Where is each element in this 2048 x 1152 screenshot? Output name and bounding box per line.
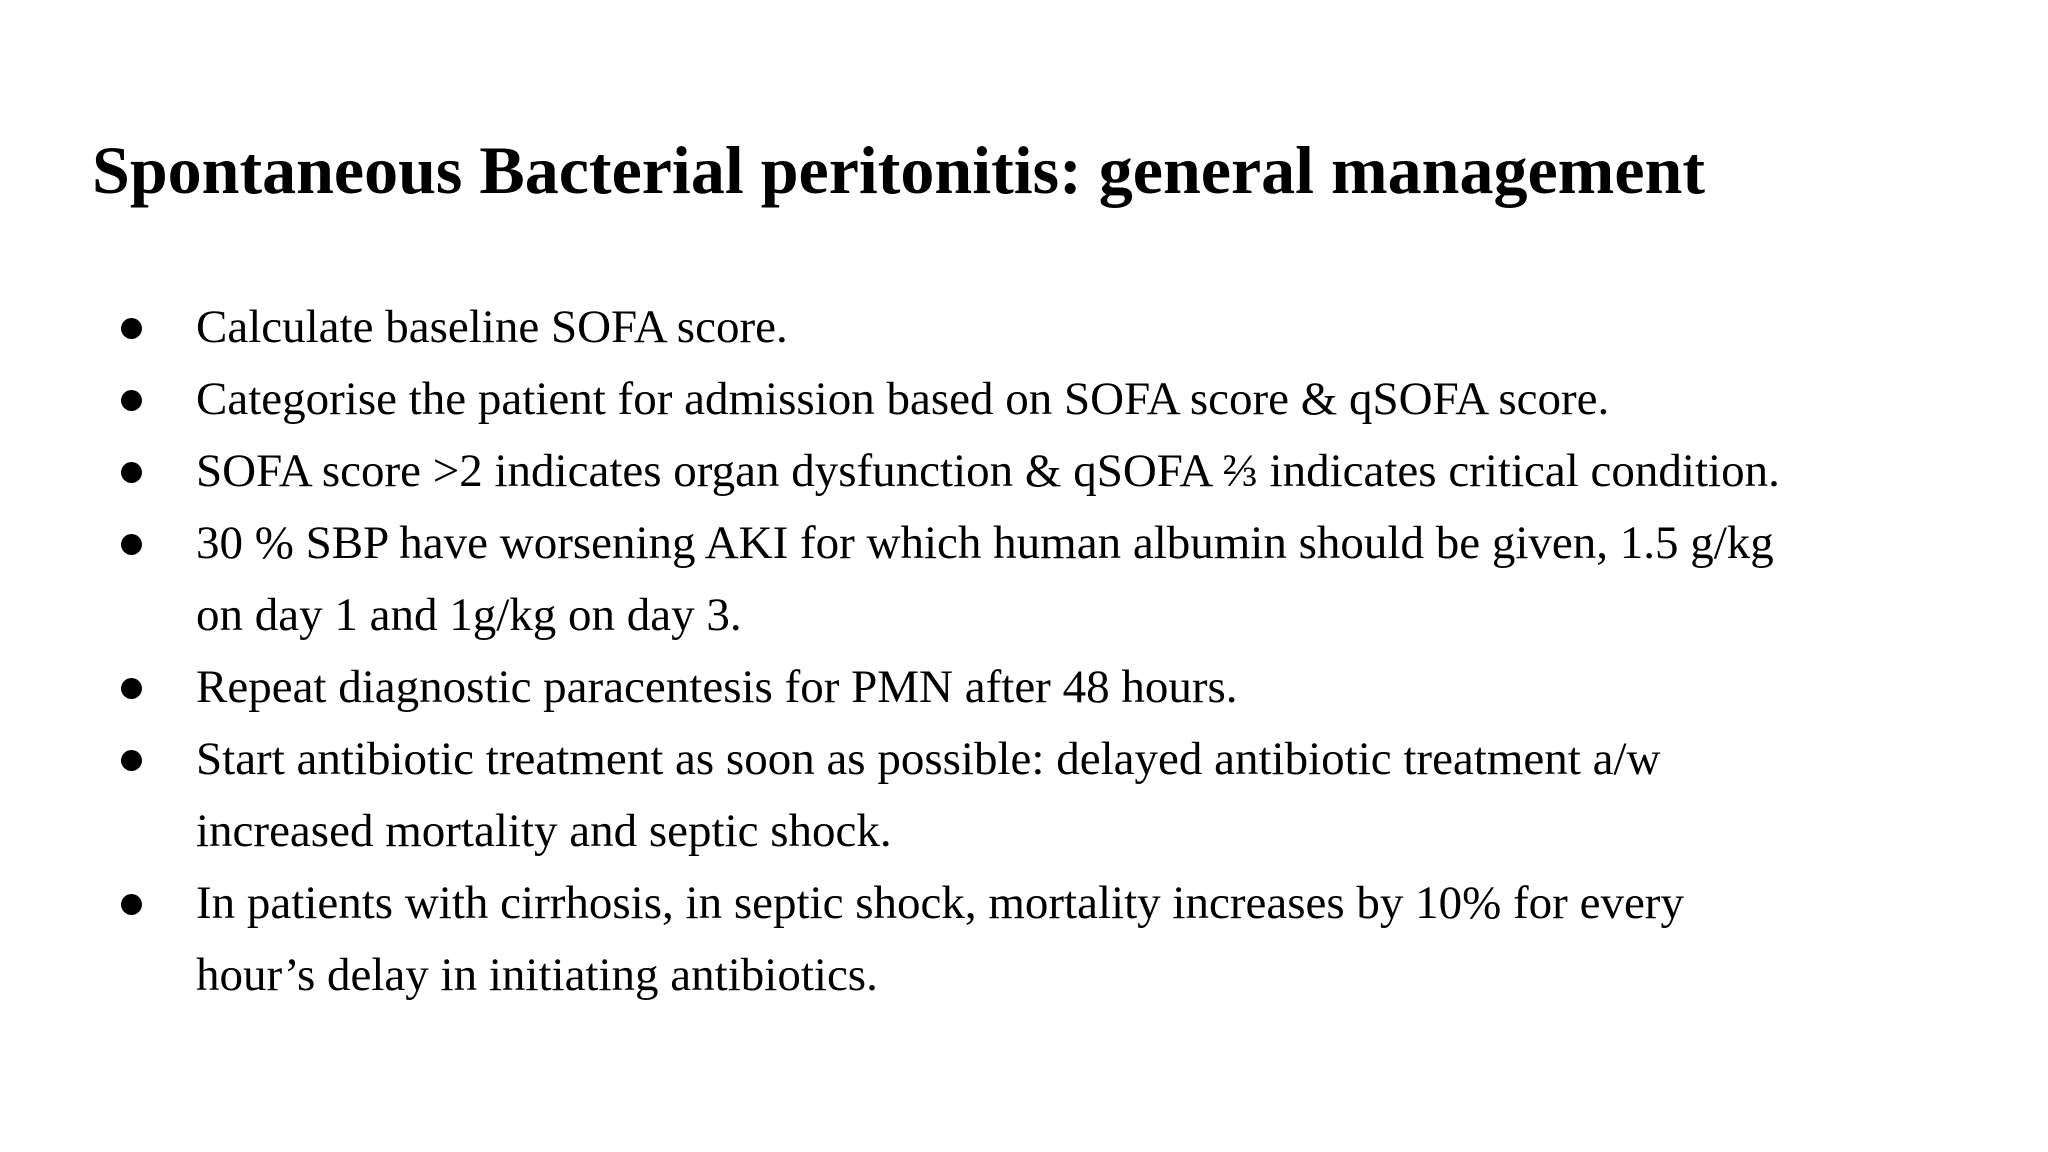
bullet-text: SOFA score >2 indicates organ dysfunction & qSOFA ⅔ indicates critical condition. <box>196 445 1780 497</box>
bullet-item-sofa-threshold <box>0 435 1976 507</box>
bullet-item-categorise <box>0 363 1976 435</box>
bullet-text-line-1: In patients with cirrhosis, in septic shock, mortality increases by 10% for every <box>196 877 1684 929</box>
bullet-item-albumin <box>0 507 1976 651</box>
bullet-text-line-2: increased mortality and septic shock. <box>196 805 892 857</box>
bullet-text: Categorise the patient for admission based on SOFA score & qSOFA score. <box>196 373 1610 425</box>
bullet-item-antibiotics <box>0 723 1976 867</box>
bullet-list <box>0 291 2048 1011</box>
bullet-text-line-1: 30 % SBP have worsening AKI for which human albumin should be given, 1.5 g/kg <box>196 517 1774 569</box>
bullet-dot-icon <box>121 894 142 915</box>
bullet-text-line-2: on day 1 and 1g/kg on day 3. <box>196 589 742 641</box>
bullet-dot-icon <box>121 534 142 555</box>
bullet-item-mortality <box>0 867 1976 1011</box>
bullet-item-paracentesis <box>0 651 1976 723</box>
bullet-dot-icon <box>121 462 142 483</box>
bullet-dot-icon <box>121 750 142 771</box>
bullet-text: Repeat diagnostic paracentesis for PMN after 48 hours. <box>196 661 1238 713</box>
bullet-dot-icon <box>121 678 142 699</box>
bullet-text-line-2: hour’s delay in initiating antibiotics. <box>196 949 878 1001</box>
bullet-dot-icon <box>121 390 142 411</box>
bullet-item-sofa-baseline <box>0 291 1976 363</box>
bullet-text-line-1: Start antibiotic treatment as soon as possible: delayed antibiotic treatment a/w <box>196 733 1661 785</box>
bullet-text: Calculate baseline SOFA score. <box>196 301 788 353</box>
slide-title: Spontaneous Bacterial peritonitis: general management <box>92 132 1705 208</box>
bullet-dot-icon <box>121 318 142 339</box>
